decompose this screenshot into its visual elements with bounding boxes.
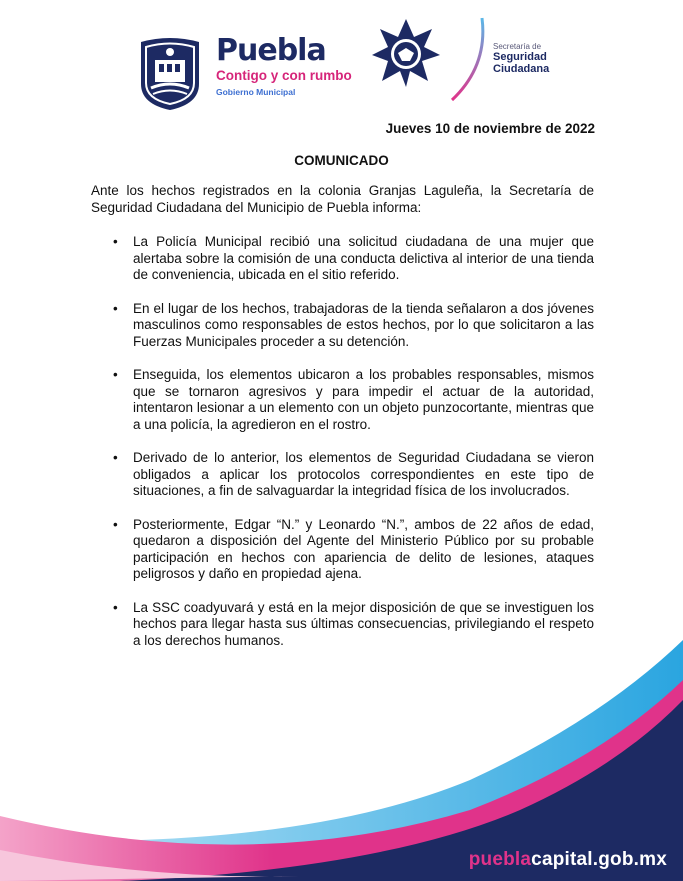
url-part-1: puebla (468, 849, 532, 870)
list-item-text: La Policía Municipal recibió una solicitud ciudadana de una mujer que alertaba sobre la comisión de una conducta delictiva al interior de una tienda de conveniencia, ubicada en el sitio referido. (133, 234, 594, 282)
bullet-icon: • (113, 450, 118, 465)
document-date: Jueves 10 de noviembre de 2022 (385, 121, 595, 136)
ssc-wordmark (493, 42, 549, 75)
puebla-shield-logo (137, 36, 203, 112)
list-item (91, 367, 594, 433)
website-url (469, 849, 667, 871)
bullet-icon: • (113, 300, 118, 316)
list-item-text: Enseguida, los elementos ubicaron a los probables responsables, mismos que se tornaron agresivos y para impedir el actuar de la autoridad, intentaron lesionar a un elemento con un objeto punzocortante, mientras que a una policía, la agredieron en el rostro. (133, 367, 594, 432)
list-item-text: Posteriormente, Edgar “N.” y Leonardo “N.”, ambos de 22 años de edad, quedaron a disposición del Agente del Ministerio Público por su probable participación en hechos con apariencia de delito de lesiones, ataques peligrosos y daño en propiedad ajena. (133, 516, 594, 581)
list-item (91, 450, 594, 500)
bullet-list (91, 234, 594, 666)
list-item (91, 517, 594, 583)
list-item-text: La SSC coadyuvará y está en la mejor disposición de que se investiguen los hechos para llegar hasta sus últimas consecuencias, privilegiando el respeto a los derechos humanos. (133, 599, 594, 648)
bullet-icon: • (113, 516, 118, 532)
puebla-brand (216, 33, 352, 97)
brand-slogan: Contigo y con rumbo (216, 68, 352, 83)
list-item (91, 234, 594, 284)
ssc-line-1: Secretaría de (493, 42, 542, 51)
intro-paragraph: Ante los hechos registrados en la colonia Granjas Laguleña, la Secretaría de Seguridad Ciudadana del Municipio de Puebla informa: (91, 183, 594, 215)
list-item-text: Derivado de lo anterior, los elementos de Seguridad Ciudadana se vieron obligados a aplicar los protocolos correspondientes en este tipo de situaciones, a fin de salvaguardar la integridad física de los involucrados. (133, 450, 594, 498)
brand-name: Puebla (216, 33, 326, 68)
list-item-text: En el lugar de los hechos, trabajadoras de la tienda señalaron a dos jóvenes masculinos como responsables de estos hechos, por lo que solicitaron a las Fuerzas Municipales proceder a su detención. (133, 300, 594, 349)
list-item (91, 301, 594, 351)
bullet-icon: • (113, 599, 118, 615)
bullet-icon: • (113, 234, 118, 249)
bullet-icon: • (113, 367, 118, 382)
url-part-2: capital.gob.mx (531, 849, 667, 870)
footer-wave-decoration (0, 640, 683, 881)
police-star-badge-icon (370, 17, 442, 89)
ssc-line-3: Ciudadana (493, 63, 550, 75)
brand-subtitle: Gobierno Municipal (216, 87, 296, 97)
document-title: COMUNICADO (294, 153, 389, 168)
ssc-line-2: Seguridad (493, 51, 547, 63)
ssc-arc-logo (448, 16, 488, 102)
